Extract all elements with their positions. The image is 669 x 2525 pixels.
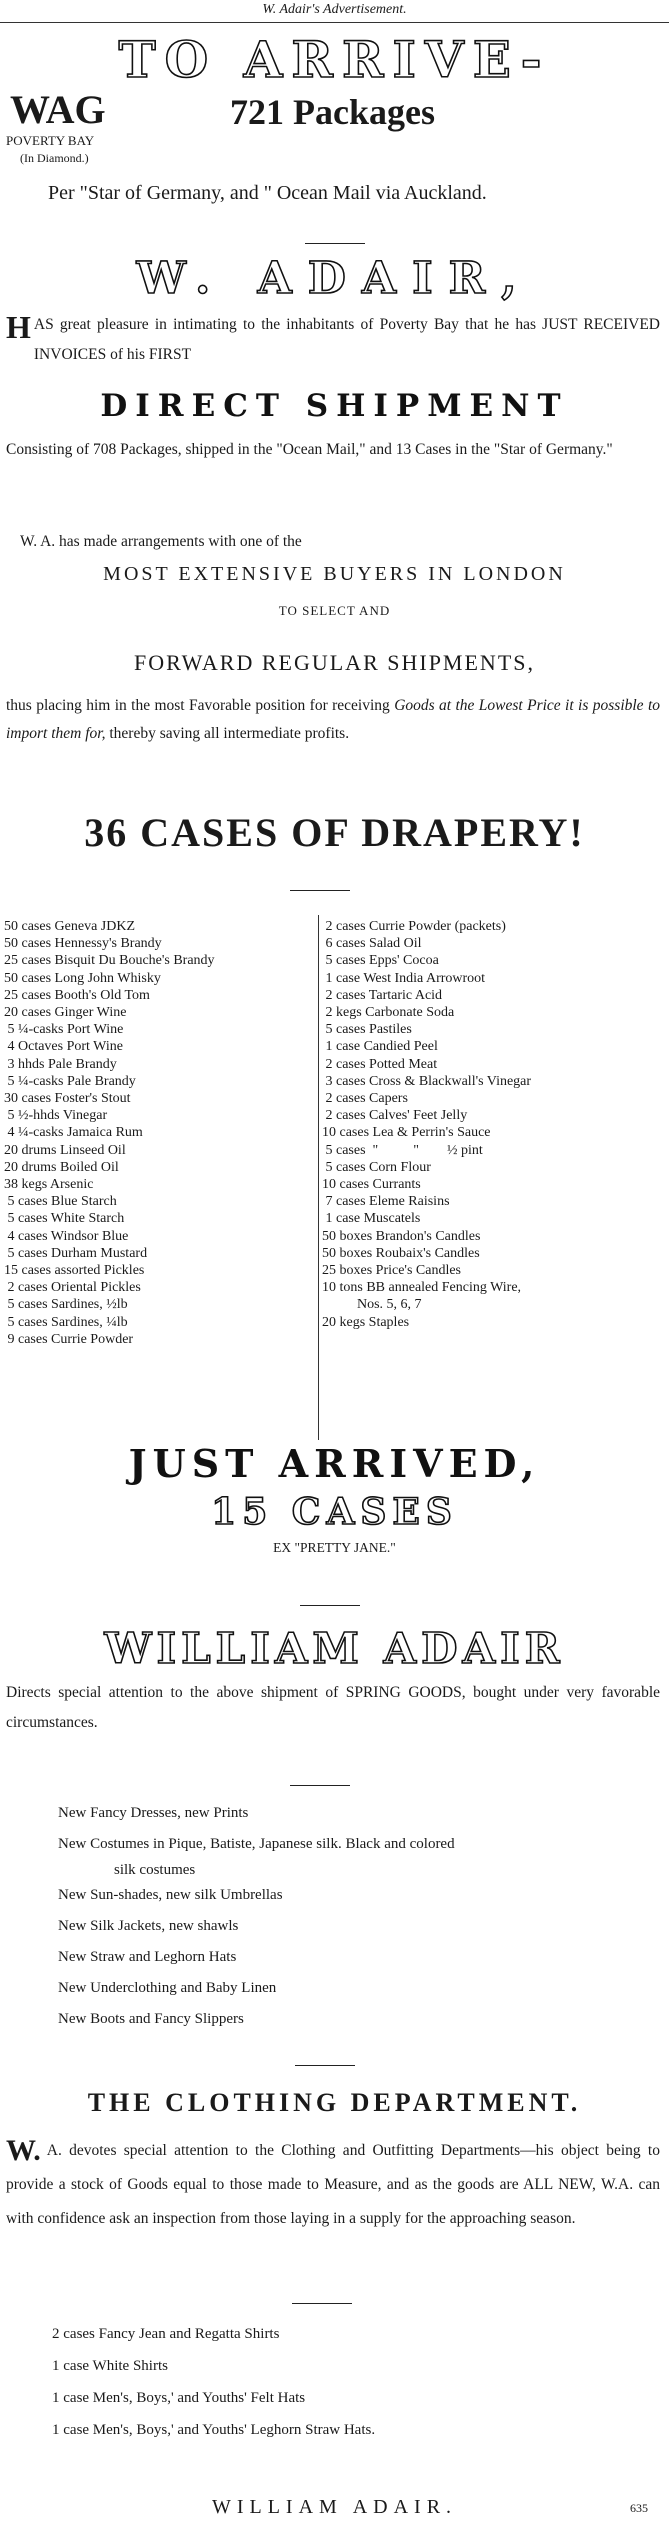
goods-item: 4 Octaves Port Wine bbox=[4, 1039, 123, 1055]
spring-item: silk costumes bbox=[114, 1862, 196, 1878]
goods-item: 10 cases Lea & Perrin's Sauce bbox=[322, 1125, 491, 1141]
goods-item: 1 case Muscatels bbox=[322, 1211, 421, 1227]
drapery-headline: 36 CASES OF DRAPERY! bbox=[84, 810, 585, 855]
goods-item: 2 cases Calves' Feet Jelly bbox=[322, 1108, 468, 1124]
spring-item: New Fancy Dresses, new Prints bbox=[58, 1805, 249, 1821]
goods-item: 20 cases Ginger Wine bbox=[4, 1005, 127, 1021]
divider bbox=[290, 890, 350, 891]
spring-intro: Directs special attention to the above shipment of SPRING GOODS, bought under very favorable circumstances. bbox=[6, 1684, 660, 1731]
goods-item: 6 cases Salad Oil bbox=[322, 936, 422, 952]
column-divider bbox=[318, 915, 319, 1440]
goods-item: 2 cases Oriental Pickles bbox=[4, 1280, 141, 1296]
spring-goods-list bbox=[58, 1798, 668, 2035]
clothing-list bbox=[52, 2318, 652, 2446]
just-arrived-headline: JUST ARRIVED, bbox=[128, 1441, 541, 1486]
to-arrive-headline: TO ARRIVE- bbox=[118, 30, 551, 89]
goods-item: 50 cases Geneva JDKZ bbox=[4, 919, 136, 934]
goods-item: 5 cases Sardines, ¼lb bbox=[4, 1314, 128, 1330]
goods-item: 50 boxes Roubaix's Candles bbox=[322, 1245, 480, 1261]
goods-item: 2 cases Potted Meat bbox=[322, 1056, 438, 1072]
spring-item: New Sun-shades, new silk Umbrellas bbox=[58, 1887, 283, 1903]
goods-item: 50 cases Long John Whisky bbox=[4, 970, 161, 986]
goods-item: 2 cases Tartaric Acid bbox=[322, 987, 443, 1003]
goods-item: 30 cases Foster's Stout bbox=[4, 1091, 131, 1107]
intro-paragraph bbox=[6, 310, 660, 370]
direct-shipment: DIRECT SHIPMENT bbox=[100, 388, 569, 424]
signature: WILLIAM ADAIR. bbox=[211, 2496, 458, 2518]
goods-item: 25 boxes Price's Candles bbox=[322, 1263, 462, 1279]
goods-item: 10 tons BB annealed Fencing Wire, bbox=[322, 1280, 522, 1296]
drop-cap: W. bbox=[6, 2134, 41, 2167]
goods-list-right bbox=[322, 918, 667, 1331]
goods-left-items bbox=[4, 918, 316, 1348]
goods-right-items bbox=[322, 918, 667, 1331]
clothing-item: 1 case Men's, Boys,' and Youths' Felt Hats bbox=[52, 2390, 306, 2406]
forward-line: FORWARD REGULAR SHIPMENTS, bbox=[134, 650, 535, 675]
goods-list-left bbox=[4, 918, 316, 1348]
goods-item: 4 ¼-casks Jamaica Rum bbox=[4, 1125, 143, 1141]
goods-item: 25 cases Bisquit Du Bouche's Brandy bbox=[4, 953, 215, 969]
arrangements-line: W. A. has made arrangements with one of the bbox=[20, 533, 302, 550]
fifteen-cases: 15 CASES bbox=[211, 1491, 458, 1533]
divider bbox=[290, 1785, 350, 1786]
spring-item: New Costumes in Pique, Batiste, Japanese silk. Black and colored bbox=[58, 1836, 455, 1852]
goods-item: 20 drums Boiled Oil bbox=[4, 1159, 119, 1175]
clothing-text: A. devotes special attention to the Clothing and Outfitting Departments—his object being to provide a stock of Goods equal to those made to Measure, and as the goods are ALL NEW, W.A. can with confidence ask an inspection from those laying in a supply for the approaching season. bbox=[6, 2142, 660, 2227]
goods-item: 50 cases Hennessy's Brandy bbox=[4, 936, 162, 952]
goods-item: 5 ½-hhds Vinegar bbox=[4, 1108, 108, 1124]
goods-item: 25 cases Booth's Old Tom bbox=[4, 987, 150, 1003]
divider bbox=[295, 2065, 355, 2066]
goods-item: 5 ¼-casks Pale Brandy bbox=[4, 1073, 136, 1089]
goods-item: 50 boxes Brandon's Candles bbox=[322, 1228, 481, 1244]
favorable-text-b: thereby saving all intermediate profits. bbox=[109, 725, 350, 742]
goods-item: 38 kegs Arsenic bbox=[4, 1177, 94, 1193]
goods-item: 5 cases Pastiles bbox=[322, 1022, 412, 1038]
favorable-text-a: thus placing him in the most Favorable position for receiving bbox=[6, 697, 390, 714]
goods-item: 3 hhds Pale Brandy bbox=[4, 1056, 117, 1072]
consisting-paragraph: Consisting of 708 Packages, shipped in the "Ocean Mail," and 13 Cases in the "Star of Germany." bbox=[6, 441, 613, 458]
running-head: W. Adair's Advertisement. bbox=[262, 2, 407, 17]
goods-item: 2 cases Currie Powder (packets) bbox=[322, 919, 506, 934]
william-adair-title: WILLIAM ADAIR bbox=[104, 1624, 565, 1673]
running-head-bar bbox=[0, 0, 669, 23]
goods-item: 9 cases Currie Powder bbox=[4, 1331, 134, 1347]
spring-item: New Underclothing and Baby Linen bbox=[58, 1980, 277, 1996]
goods-item: Nos. 5, 6, 7 bbox=[322, 1297, 422, 1313]
clothing-item: 2 cases Fancy Jean and Regatta Shirts bbox=[52, 2326, 280, 2342]
goods-item: 20 drums Linseed Oil bbox=[4, 1142, 126, 1158]
clothing-paragraph bbox=[6, 2134, 660, 2236]
goods-item: 5 cases Blue Starch bbox=[4, 1194, 117, 1210]
goods-item: 2 kegs Carbonate Soda bbox=[322, 1005, 455, 1021]
goods-item: 5 cases " " ½ pint bbox=[322, 1142, 483, 1158]
goods-item: 1 case Candied Peel bbox=[322, 1039, 438, 1055]
spring-item: New Straw and Leghorn Hats bbox=[58, 1949, 237, 1965]
intro-text: AS great pleasure in intimating to the inhabitants of Poverty Bay that he has JUST RECEIVED INVOICES of his FIRST bbox=[33, 316, 660, 363]
spring-item: New Silk Jackets, new shawls bbox=[58, 1918, 239, 1934]
favorable-paragraph bbox=[6, 692, 660, 748]
spring-item: New Boots and Fancy Slippers bbox=[58, 2011, 244, 2027]
goods-item: 1 case West India Arrowroot bbox=[322, 970, 486, 986]
divider bbox=[300, 1605, 360, 1606]
packages-count: 721 Packages bbox=[230, 92, 435, 132]
goods-item: 5 cases Corn Flour bbox=[322, 1159, 431, 1175]
drop-cap: H bbox=[6, 309, 31, 345]
clothing-title: THE CLOTHING DEPARTMENT. bbox=[87, 2088, 582, 2117]
clothing-item: 1 case Men's, Boys,' and Youths' Leghorn Straw Hats. bbox=[52, 2422, 376, 2438]
goods-item: 20 kegs Staples bbox=[322, 1314, 410, 1330]
ex-pretty-jane: EX "PRETTY JANE." bbox=[273, 1540, 396, 1555]
adair-title: W. ADAIR, bbox=[136, 253, 533, 304]
goods-item: 4 cases Windsor Blue bbox=[4, 1228, 129, 1244]
initials-mark: WAG bbox=[10, 87, 106, 132]
goods-item: 5 cases White Starch bbox=[4, 1211, 125, 1227]
divider bbox=[305, 243, 365, 244]
select-line: TO SELECT AND bbox=[278, 603, 391, 618]
goods-item: 5 cases Epps' Cocoa bbox=[322, 953, 439, 969]
place-label: POVERTY BAY bbox=[6, 133, 95, 148]
goods-item: 5 cases Sardines, ½lb bbox=[4, 1297, 128, 1313]
goods-item: 5 ¼-casks Port Wine bbox=[4, 1022, 124, 1038]
buyers-line: MOST EXTENSIVE BUYERS IN LONDON bbox=[103, 563, 566, 585]
goods-item: 5 cases Durham Mustard bbox=[4, 1245, 148, 1261]
goods-item: 2 cases Capers bbox=[322, 1091, 408, 1107]
goods-item: 7 cases Eleme Raisins bbox=[322, 1194, 450, 1210]
clothing-item: 1 case White Shirts bbox=[52, 2358, 168, 2374]
place-note: (In Diamond.) bbox=[20, 151, 89, 165]
per-ships-line: Per "Star of Germany, and " Ocean Mail via Auckland. bbox=[48, 182, 487, 204]
goods-item: 10 cases Currants bbox=[322, 1177, 421, 1193]
divider bbox=[292, 2303, 352, 2304]
favorable-text-italic: Goods at the Lowest Price it is possible to import them for, bbox=[6, 697, 660, 742]
ad-number: 635 bbox=[630, 2501, 648, 2515]
goods-item: 3 cases Cross & Blackwall's Vinegar bbox=[322, 1073, 532, 1089]
goods-item: 15 cases assorted Pickles bbox=[4, 1263, 145, 1279]
